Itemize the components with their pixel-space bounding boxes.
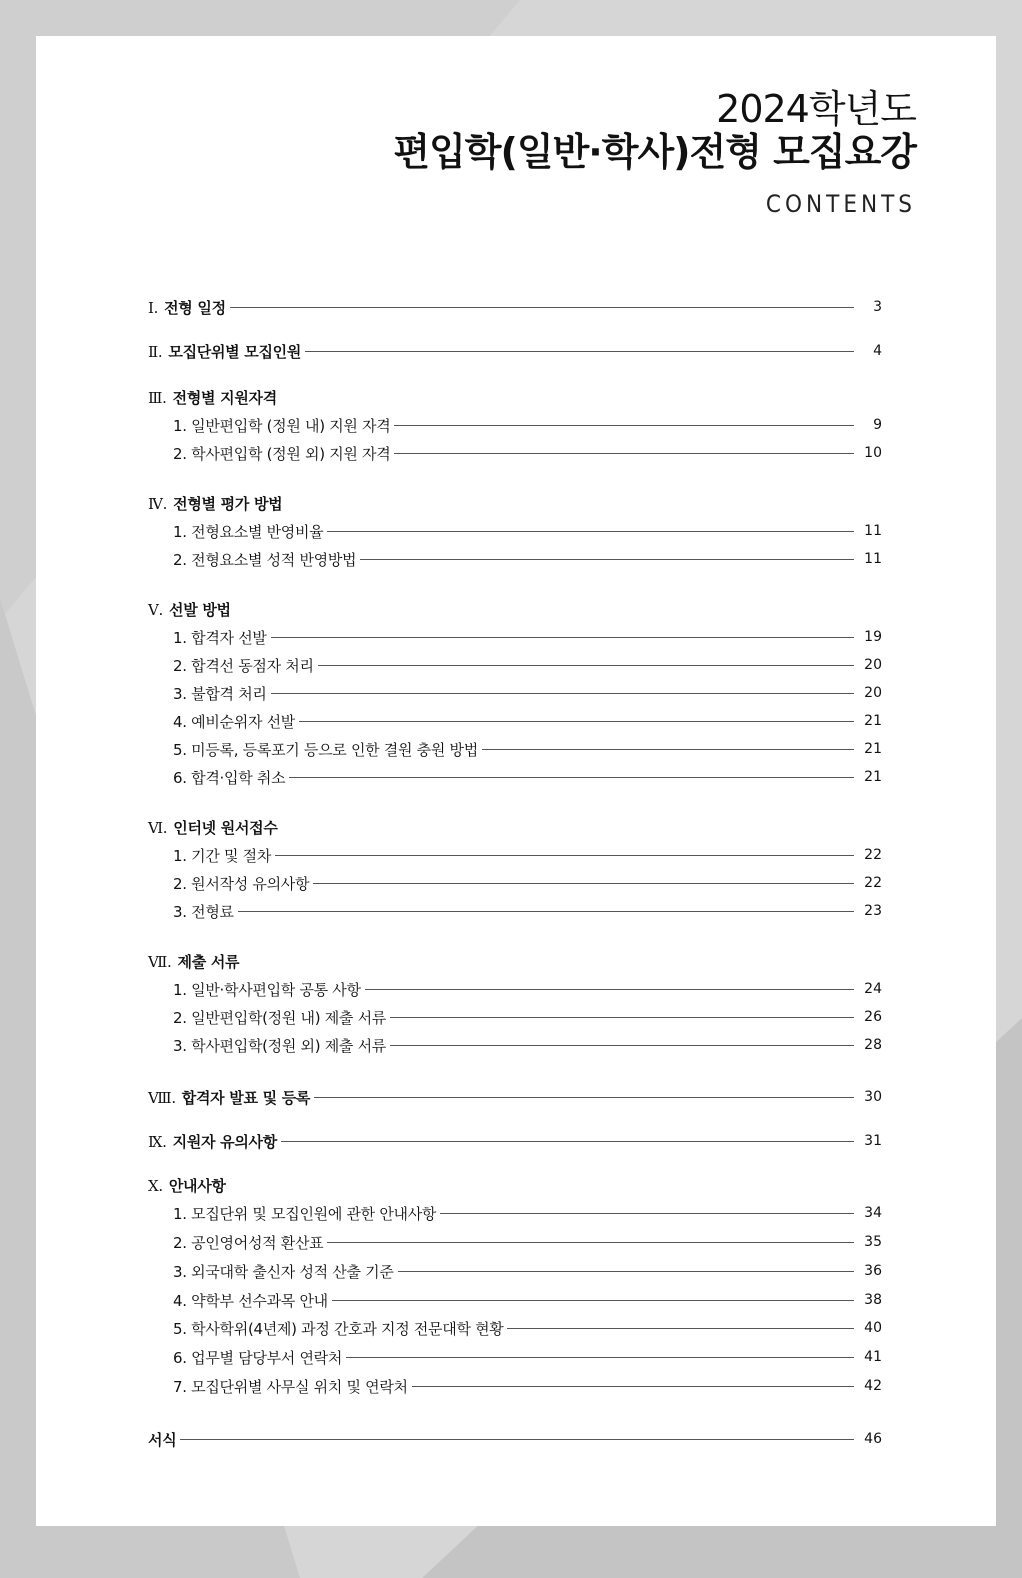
dot-leader: [394, 425, 854, 426]
toc-entry[interactable]: [173, 520, 882, 542]
toc-entry[interactable]: [173, 844, 882, 866]
page-number: 41: [864, 1349, 882, 1365]
dot-leader: [360, 559, 854, 560]
dot-leader: [327, 1242, 854, 1243]
entry-title: 4. 약학부 선수과목 안내: [173, 1291, 328, 1310]
section-title: 전형 일정: [164, 298, 226, 317]
section-title: 인터넷 원서접수: [173, 818, 278, 837]
dot-leader: [230, 307, 854, 308]
page-number: 46: [864, 1431, 882, 1447]
dot-leader: [412, 1386, 854, 1387]
entry-title: 1. 전형요소별 반영비율: [173, 522, 324, 541]
entry-title: 2. 일반편입학(정원 내) 제출 서류: [173, 1008, 386, 1027]
page-number: 22: [864, 875, 882, 891]
page-number: 34: [864, 1205, 882, 1221]
toc-entry[interactable]: [173, 1346, 882, 1368]
entry-title: 6. 업무별 담당부서 연락처: [173, 1348, 343, 1367]
toc-entry[interactable]: [173, 442, 882, 464]
toc-entry[interactable]: [173, 1202, 882, 1224]
page-number: 9: [873, 417, 882, 433]
toc-section[interactable]: [148, 598, 882, 620]
entry-title: 2. 원서작성 유의사항: [173, 874, 310, 893]
toc-entry[interactable]: [173, 626, 882, 648]
toc-entry[interactable]: [173, 1034, 882, 1056]
entry-title: 1. 일반·학사편입학 공통 사항: [173, 980, 361, 999]
title-main: 편입학(일반·학사)전형 모집요강: [393, 130, 916, 174]
dot-leader: [390, 1045, 854, 1046]
entry-title: 3. 전형료: [173, 902, 234, 921]
section-numeral: Ⅶ.: [148, 952, 172, 971]
toc-entry[interactable]: [173, 738, 882, 760]
page-number: 23: [864, 903, 882, 919]
dot-leader: [305, 351, 854, 352]
page-number: 31: [864, 1133, 882, 1149]
toc-entry[interactable]: [173, 900, 882, 922]
dot-leader: [281, 1141, 854, 1142]
toc-entry[interactable]: [173, 414, 882, 436]
page-number: 35: [864, 1234, 882, 1250]
toc-entry[interactable]: [173, 1375, 882, 1397]
toc-entry[interactable]: [173, 1231, 882, 1253]
page-number: 42: [864, 1378, 882, 1394]
page-number: 26: [864, 1009, 882, 1025]
toc-entry[interactable]: [173, 872, 882, 894]
page-number: 22: [864, 847, 882, 863]
page-number: 38: [864, 1292, 882, 1308]
toc-section[interactable]: [148, 1130, 882, 1152]
section-title: 지원자 유의사항: [172, 1132, 277, 1151]
entry-title: 6. 합격·입학 취소: [173, 768, 286, 787]
toc-entry[interactable]: [173, 682, 882, 704]
dot-leader: [318, 665, 854, 666]
toc-entry[interactable]: [173, 548, 882, 570]
toc-section[interactable]: [148, 340, 882, 362]
dot-leader: [507, 1328, 854, 1329]
entry-title: 2. 전형요소별 성적 반영방법: [173, 550, 357, 569]
section-title: 선발 방법: [169, 600, 231, 619]
toc-entry[interactable]: [173, 1260, 882, 1282]
page-number: 21: [864, 713, 882, 729]
page-number: 20: [864, 685, 882, 701]
page-number: 28: [864, 1037, 882, 1053]
section-title: 전형별 평가 방법: [173, 494, 283, 513]
dot-leader: [313, 883, 854, 884]
entry-title: 5. 미등록, 등록포기 등으로 인한 결원 충원 방법: [173, 740, 478, 759]
toc-section[interactable]: [148, 1174, 882, 1196]
entry-title: 5. 학사학위(4년제) 과정 간호과 지정 전문대학 현황: [173, 1319, 504, 1338]
toc-entry[interactable]: [173, 654, 882, 676]
section-title: 제출 서류: [177, 952, 240, 971]
dot-leader: [390, 1017, 854, 1018]
dot-leader: [314, 1097, 854, 1098]
section-title: 합격자 발표 및 등록: [181, 1088, 311, 1107]
entry-title: 1. 일반편입학 (정원 내) 지원 자격: [173, 416, 391, 435]
entry-title: 3. 외국대학 출신자 성적 산출 기준: [173, 1262, 394, 1281]
toc-section[interactable]: [148, 492, 882, 514]
entry-title: 1. 기간 및 절차: [173, 846, 272, 865]
dot-leader: [289, 777, 854, 778]
section-numeral: Ⅰ.: [148, 298, 159, 317]
toc-section[interactable]: [148, 950, 882, 972]
section-numeral: Ⅸ.: [148, 1132, 167, 1151]
dot-leader: [332, 1300, 854, 1301]
toc-entry[interactable]: [173, 766, 882, 788]
page-number: 4: [873, 343, 882, 359]
dot-leader: [346, 1357, 854, 1358]
entry-title: 3. 불합격 처리: [173, 684, 267, 703]
toc-section[interactable]: [148, 386, 882, 408]
section-numeral: Ⅲ.: [148, 388, 167, 407]
dot-leader: [365, 989, 854, 990]
section-numeral: Ⅵ.: [148, 818, 168, 837]
toc-section[interactable]: [148, 296, 882, 318]
entry-title: 1. 합격자 선발: [173, 628, 267, 647]
dot-leader: [394, 453, 854, 454]
page-number: 19: [864, 629, 882, 645]
section-title: 안내사항: [168, 1176, 226, 1195]
section-numeral: Ⅷ.: [148, 1088, 176, 1107]
page-number: 11: [864, 551, 882, 567]
page-number: 11: [864, 523, 882, 539]
entry-title: 2. 합격선 동점자 처리: [173, 656, 314, 675]
page-number: 40: [864, 1320, 882, 1336]
table-of-contents: [148, 292, 882, 1492]
section-title: 서식: [148, 1430, 177, 1449]
dot-leader: [271, 693, 854, 694]
page-number: 36: [864, 1263, 882, 1279]
section-numeral: Ⅱ.: [148, 342, 163, 361]
entry-title: 4. 예비순위자 선발: [173, 712, 295, 731]
section-numeral: Ⅳ.: [148, 494, 168, 513]
toc-section[interactable]: [148, 1086, 882, 1108]
page-number: 21: [864, 741, 882, 757]
dot-leader: [398, 1271, 854, 1272]
title-year: 2024학년도: [716, 87, 916, 131]
page-number: 20: [864, 657, 882, 673]
dot-leader: [180, 1439, 854, 1440]
toc-entry[interactable]: [173, 1289, 882, 1311]
dot-leader: [482, 749, 854, 750]
toc-section[interactable]: [148, 1428, 882, 1450]
section-numeral: Ⅹ.: [148, 1176, 163, 1195]
section-title: 모집단위별 모집인원: [168, 342, 302, 361]
entry-title: 1. 모집단위 및 모집인원에 관한 안내사항: [173, 1204, 437, 1223]
page-number: 24: [864, 981, 882, 997]
page-number: 3: [873, 299, 882, 315]
dot-leader: [440, 1213, 854, 1214]
toc-entry[interactable]: [173, 1006, 882, 1028]
dot-leader: [275, 855, 854, 856]
toc-entry[interactable]: [173, 1317, 882, 1339]
contents-heading: CONTENTS: [765, 190, 916, 218]
document-page: [36, 36, 996, 1526]
dot-leader: [238, 911, 854, 912]
page-number: 30: [864, 1089, 882, 1105]
toc-entry[interactable]: [173, 978, 882, 1000]
dot-leader: [271, 637, 854, 638]
page-number: 10: [864, 445, 882, 461]
entry-title: 2. 학사편입학 (정원 외) 지원 자격: [173, 444, 391, 463]
entry-title: 7. 모집단위별 사무실 위치 및 연락처: [173, 1377, 408, 1396]
toc-section[interactable]: [148, 816, 882, 838]
dot-leader: [327, 531, 854, 532]
entry-title: 3. 학사편입학(정원 외) 제출 서류: [173, 1036, 386, 1055]
title-block: [393, 88, 916, 218]
toc-entry[interactable]: [173, 710, 882, 732]
section-title: 전형별 지원자격: [172, 388, 277, 407]
dot-leader: [299, 721, 854, 722]
page-number: 21: [864, 769, 882, 785]
section-numeral: Ⅴ.: [148, 600, 164, 619]
entry-title: 2. 공인영어성적 환산표: [173, 1233, 324, 1252]
